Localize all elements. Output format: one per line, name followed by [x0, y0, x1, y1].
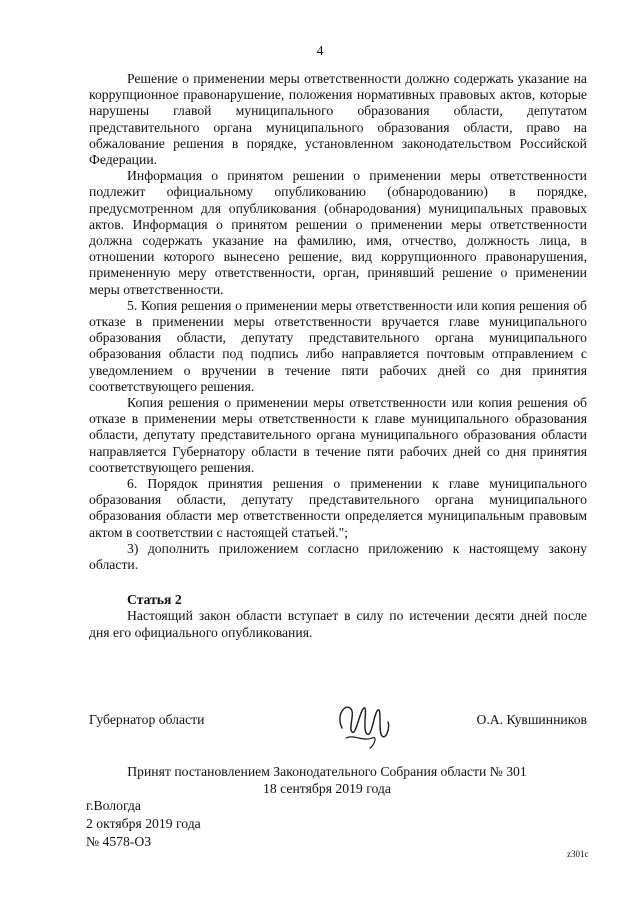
adoption-note [0, 764, 640, 797]
handwritten-signature [334, 698, 394, 750]
place-date-number [86, 797, 201, 851]
article-heading: Статья 2 [127, 592, 182, 608]
city: г.Вологда [86, 798, 141, 813]
paragraph-copy-to-governor: Копия решения о применении меры ответственности или копия решения об отказе в применении меры ответственности к главе муниципального образования области, депутату представительного органа муниципального образования области направляется Губернатору области в течение пяти рабочих дней со дня принятия соответствующего решения. [89, 395, 587, 475]
article-text: Настоящий закон области вступает в силу по истечении десяти дней после дня его официального опубликования. [89, 608, 587, 640]
adoption-line: Принят постановлением Законодательного Собрания области № 301 [127, 764, 527, 779]
signature-block [89, 712, 587, 734]
law-text [89, 71, 587, 641]
page-number: 4 [316, 44, 324, 59]
paragraph-item-6: 6. Порядок принятия решения о применении к главе муниципального образования области, депутату представительного органа муниципального образования области мер ответственности определяется муниципальным правовым актом в соответствии с настоящей статьей."; [89, 476, 587, 540]
paragraph-item-3-appendix: 3) дополнить приложением согласно приложению к настоящему закону области. [89, 540, 587, 573]
paragraph-publication: Информация о принятом решении о применении меры ответственности подлежит официальному опубликованию (обнародованию) в порядке, предусмотренном для опубликования (обнародования) муниципальных правовых актов. Информация о принятом решении о применении меры ответственности должна содержать указание на фамилию, имя, отчество, должность лица, в отношении которого вынесено решение, вид коррупционного правонарушения, примененную меру ответственности, орган, принявший решение о применении меры ответственности. [89, 168, 587, 297]
document-code: z301c [567, 849, 589, 859]
signing-date: 2 октября 2019 года [86, 816, 201, 831]
governor-title: Губернатор области [89, 712, 205, 727]
adoption-date: 18 сентября 2019 года [263, 780, 391, 796]
paragraph-decision-content: Решение о применении меры ответственности должно содержать указание на коррупционное правонарушение, положения нормативных правовых актов, которые нарушены главой муниципального образования области, депутатом представительного органа муниципального образования области, право на обжалование решения в порядке, установленном законодательством Российской Федерации. [89, 71, 587, 168]
paragraph-item-5: 5. Копия решения о применении меры ответственности или копия решения об отказе в применении меры ответственности вручается главе муниципального образования области, депутату представительного органа муниципального образования области под подпись либо направляется почтовым отправлением с уведомлением о вручении в течение пяти рабочих дней со дня принятия соответствующего решения. [89, 297, 587, 394]
governor-name: О.А. Кувшинников [476, 712, 587, 727]
law-number: № 4578-ОЗ [86, 834, 152, 849]
